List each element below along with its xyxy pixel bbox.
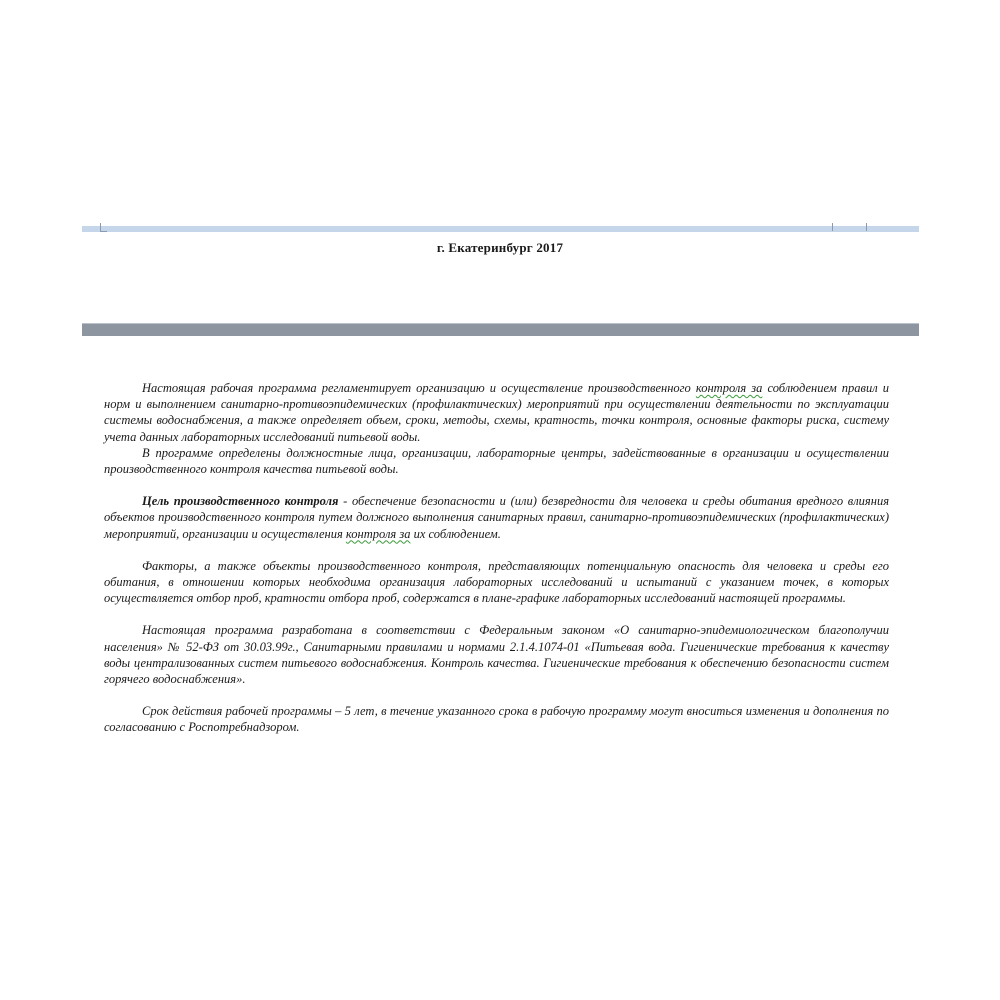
page-break-gap (82, 323, 919, 336)
paragraph-intro (104, 380, 889, 445)
spellcheck-underlined-phrase: контроля за (345, 526, 411, 541)
paragraph-control-goal-text-b: их соблюдением. (410, 526, 501, 541)
control-goal-term: Цель производственного контроля (142, 494, 339, 509)
paragraph-control-goal (104, 493, 889, 542)
city-year-heading: г. Екатеринбург 2017 (436, 240, 564, 255)
spellcheck-underlined-phrase: контроля за (695, 381, 763, 395)
paragraph-factors: Факторы, а также объекты производственного контроля, представляющих потенциальную опасность для человека и среды его обитания, в отношении которых необходима организация лабораторных исследований и испытаний с указанием точек, в которых осуществляется отбор проб, кратности отбора проб, содержатся в плане-графике лабораторных исследований настоящей программы. (104, 558, 889, 606)
margin-corner-mark-left (100, 223, 107, 232)
paragraph-intro-text-b: соблюдением правил и норм и выполнением санитарно-противоэпидемических (профилактических) мероприятий при осуществлении деятельности по эксплуатации системы водоснабжения, а также определяет объем, сроки, методы, схемы, кратность, точки контроля, основные факторы риска, систему учета данных лабораторных исследований питьевой воды. (104, 381, 889, 444)
paragraph-responsible-parties: В программе определены должностные лица, организации, лабораторные центры, задействованные в организации и осуществлении производственного контроля качества питьевой воды. (104, 445, 889, 477)
document-body[interactable] (104, 380, 889, 736)
margin-corner-mark-right-outer (866, 223, 871, 231)
paragraph-control-goal-text-a: - обеспечение безопасности и (или) безвредности для человека и среды обитания вредного влияния объектов производственного контроля путем должного выполнения санитарных правил, санитарно-противоэпидемических (профилактических) мероприятий, организации и осуществления (104, 494, 890, 541)
paragraph-intro-text-a: Настоящая рабочая программа регламентирует организацию и осуществление производственного (142, 381, 696, 395)
paragraph-validity-period: Срок действия рабочей программы – 5 лет, в течение указанного срока в рабочую программу могут вноситься изменения и дополнения по согласованию с Роспотребнадзором. (104, 704, 889, 735)
margin-corner-mark-right (832, 223, 837, 231)
paragraph-legal-basis: Настоящая программа разработана в соответствии с Федеральным законом «О санитарно-эпидемиологическом благополучии населения» № 52-ФЗ от 30.03.99г., Санитарными правилами и нормами 2.1.4.1074-01 «Питьевая вода. Гигиенические требования к качеству воды централизованных систем питьевого водоснабжения. Контроль качества. Гигиенические требования к обеспечению безопасности систем горячего водоснабжения». (104, 623, 889, 687)
page-top-border (82, 226, 919, 232)
